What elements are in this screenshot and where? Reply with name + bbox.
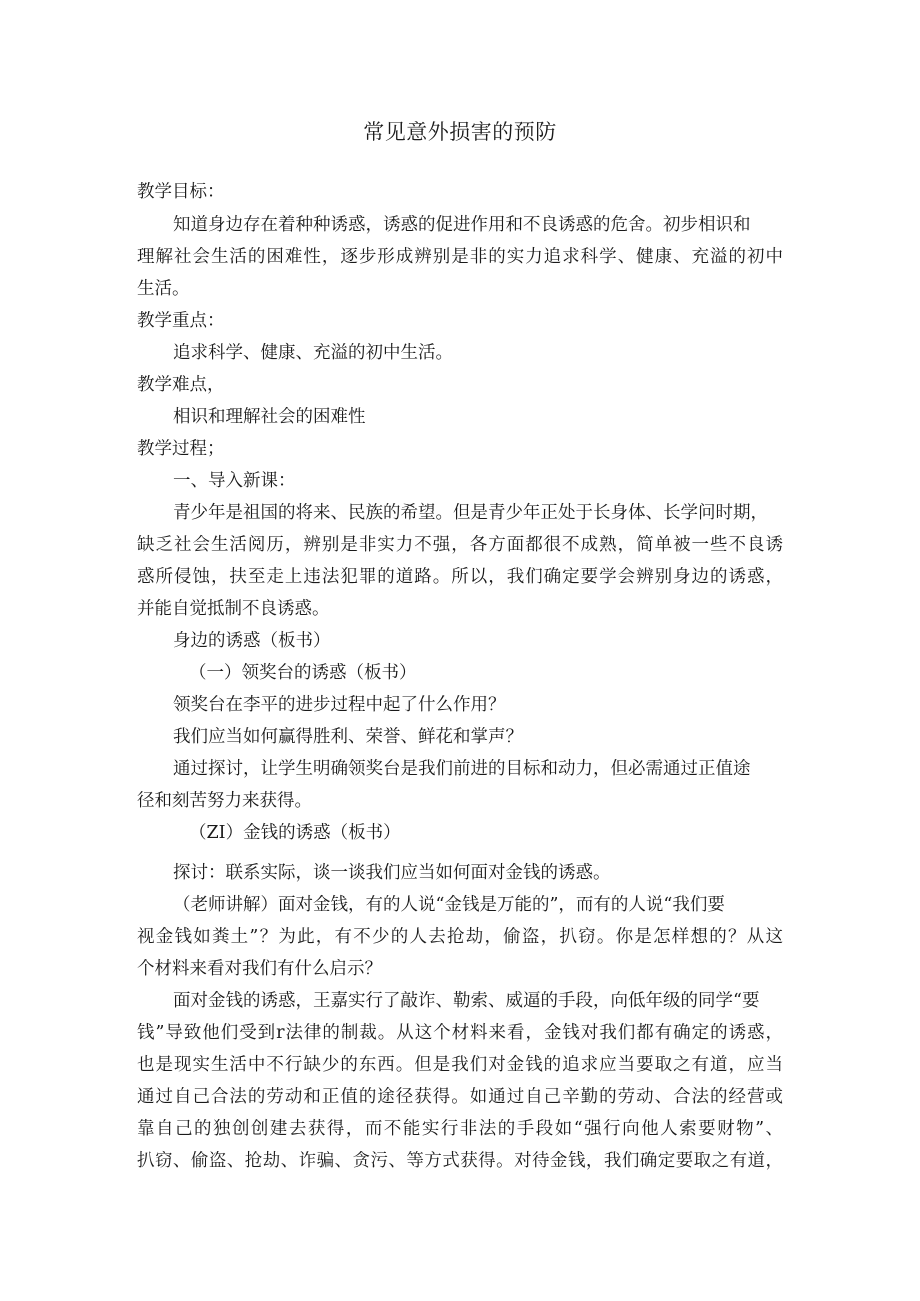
text-line: 并能自觉抵制不良诱惑。 <box>137 599 330 619</box>
text-line: 教学难点， <box>137 375 225 395</box>
text-line: 身边的诱惑（板书） <box>173 631 331 651</box>
text-line: （一）领奖台的诱惑（板书） <box>189 663 417 683</box>
text-line: 扒窃、偷盗、抢劫、诈骗、贪污、等方式获得。对待金钱，我们确定要取之有道， <box>137 1151 783 1171</box>
text-line: 惑所侵蚀，扶至走上违法犯罪的道路。所以，我们确定要学会辨别身边的诱惑， <box>137 567 783 587</box>
text-line: （老师讲解）面对金钱，有的人说“金钱是万能的”，而有的人说“我们要 <box>173 895 725 915</box>
text-line: 钱”导致他们受到r法律的制裁。从这个材料来看，金钱对我们都有确定的诱惑， <box>137 1023 783 1043</box>
text-line: 教学目标： <box>137 182 225 202</box>
text-line: 一、导入新课： <box>173 471 296 491</box>
text-line: 生活。 <box>137 279 190 299</box>
text-line: 靠自己的独创创建去获得，而不能实行非法的手段如“强行向他人索要财物”、 <box>137 1119 783 1139</box>
text-line: 理解社会生活的困难性，逐步形成辨别是非的实力追求科学、健康、充溢的初中 <box>137 247 783 267</box>
text-line: 通过探讨，让学生明确领奖台是我们前进的目标和动力，但必需通过正值途 <box>173 759 751 779</box>
text-line: 通过自己合法的劳动和正值的途径获得。如通过自己辛勤的劳动、合法的经营或 <box>137 1087 783 1107</box>
text-line: 相识和理解社会的困难性 <box>173 407 366 427</box>
text-line: 青少年是祖国的将来、民族的希望。但是青少年正处于长身体、长学问时期， <box>173 503 768 523</box>
text-line: 我们应当如何赢得胜利、荣誉、鲜花和掌声？ <box>173 727 523 747</box>
text-line: 面对金钱的诱惑，王嘉实行了敲诈、勒索、威逼的手段，向低年级的同学“要 <box>173 991 760 1011</box>
text-line: 径和刻苦努力来获得。 <box>137 791 312 811</box>
text-line: 领奖台在李平的进步过程中起了什么作用？ <box>173 695 506 715</box>
text-line: 个材料来看对我们有什么启示？ <box>137 959 382 979</box>
document-title: 常见意外损害的预防 <box>363 120 557 144</box>
text-line: 探讨：联系实际，谈一谈我们应当如何面对金钱的诱惑。 <box>173 863 611 883</box>
text-line: 追求科学、健康、充溢的初中生活。 <box>173 343 453 363</box>
text-line: 缺乏社会生活阅历，辨别是非实力不强，各方面都很不成熟，简单被一些不良诱 <box>137 535 783 555</box>
text-line: 也是现实生活中不行缺少的东西。但是我们对金钱的追求应当要取之有道，应当 <box>137 1055 783 1075</box>
text-line: 知道身边存在着种种诱惑，诱惑的促进作用和不良诱惑的危舍。初步相识和 <box>173 215 751 235</box>
text-line: 教学过程； <box>137 439 225 459</box>
text-line: 视金钱如粪土”？为此，有不少的人去抢劫，偷盗，扒窃。你是怎样想的？从这 <box>137 927 783 947</box>
text-line: （ZI）金钱的诱惑（板书） <box>189 823 401 843</box>
text-line: 教学重点： <box>137 311 225 331</box>
